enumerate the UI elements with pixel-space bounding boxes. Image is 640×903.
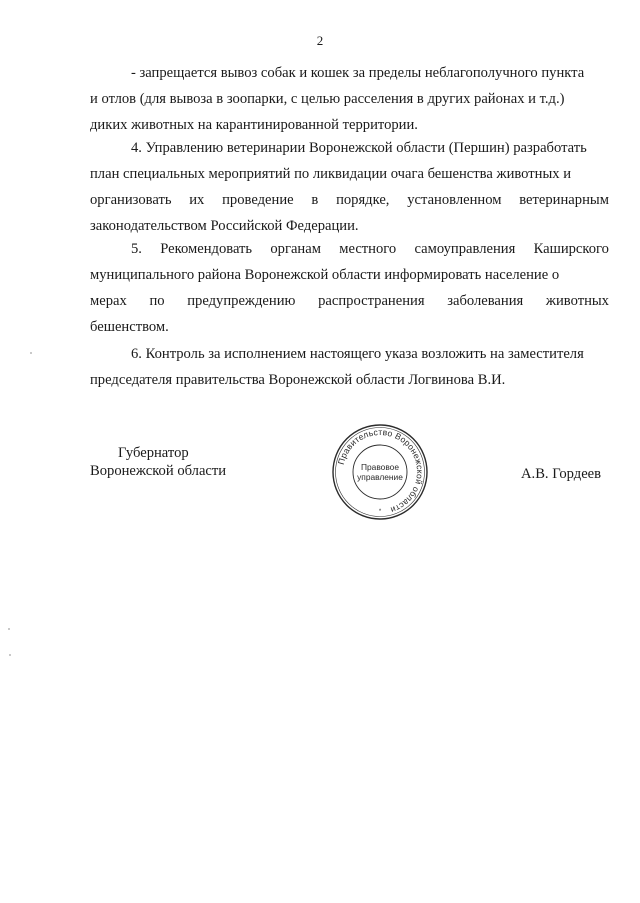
word: ветеринарным <box>519 192 609 208</box>
word: местного <box>339 241 397 257</box>
word: самоуправления <box>414 241 516 257</box>
stamp-ring-text: Правительство Воронежской области <box>335 426 426 516</box>
text-line: 6. Контроль за исполнением настоящего указа возложить на заместителя <box>131 346 584 362</box>
signatory-name: А.В. Гордеев <box>521 466 602 482</box>
word: установленном <box>407 192 502 208</box>
stamp-center-line1: Правовое <box>360 462 400 472</box>
text-line: законодательством Российской Федерации. <box>90 218 359 234</box>
scan-speck <box>8 628 10 630</box>
text-line: 4. Управлению ветеринарии Воронежской области (Першин) разработать <box>131 140 587 156</box>
paragraph-item-4 <box>90 135 609 239</box>
text-line <box>90 288 609 314</box>
word: проведение <box>222 192 294 208</box>
text-line: и отлов (для вывоза в зоопарки, с целью расселения в других районах и т.д.) <box>90 91 565 107</box>
official-stamp <box>330 422 430 522</box>
paragraph-item-6 <box>90 341 609 393</box>
word: предупреждению <box>187 293 296 309</box>
word: Рекомендовать <box>160 241 253 257</box>
text-line: план специальных мероприятий по ликвидации очага бешенства животных и <box>90 166 572 182</box>
scan-speck <box>30 352 32 354</box>
signature-title-line2: Воронежской области <box>90 463 227 479</box>
word: распространения <box>318 293 425 309</box>
text-line <box>90 236 609 262</box>
word: мерах <box>90 293 127 309</box>
word: организовать <box>90 192 172 208</box>
scan-speck <box>9 654 11 656</box>
word: Каширского <box>533 241 609 257</box>
word: заболевания <box>447 293 524 309</box>
word: их <box>189 192 205 208</box>
paragraph-item-5 <box>90 236 609 340</box>
text-line: бешенством. <box>90 319 169 335</box>
paragraph-quarantine-restrictions <box>90 60 609 138</box>
text-line <box>90 187 609 213</box>
text-line: председателя правительства Воронежской области Логвинова В.И. <box>90 372 506 388</box>
text-line: - запрещается вывоз собак и кошек за пределы неблагополучного пункта <box>131 65 585 81</box>
word: порядке, <box>336 192 390 208</box>
stamp-bottom-mark: * <box>378 509 382 515</box>
word: 5. <box>131 241 142 257</box>
stamp-center-line2: управление <box>357 472 403 482</box>
word: органам <box>270 241 321 257</box>
text-line: диких животных на карантинированной территории. <box>90 117 418 133</box>
page-number: 2 <box>316 33 324 48</box>
signature-title-line1: Губернатор <box>118 445 189 461</box>
text-line: муниципального района Воронежской области информировать население о <box>90 267 560 283</box>
word: по <box>149 293 165 309</box>
word: животных <box>545 293 609 309</box>
word: в <box>311 192 319 208</box>
